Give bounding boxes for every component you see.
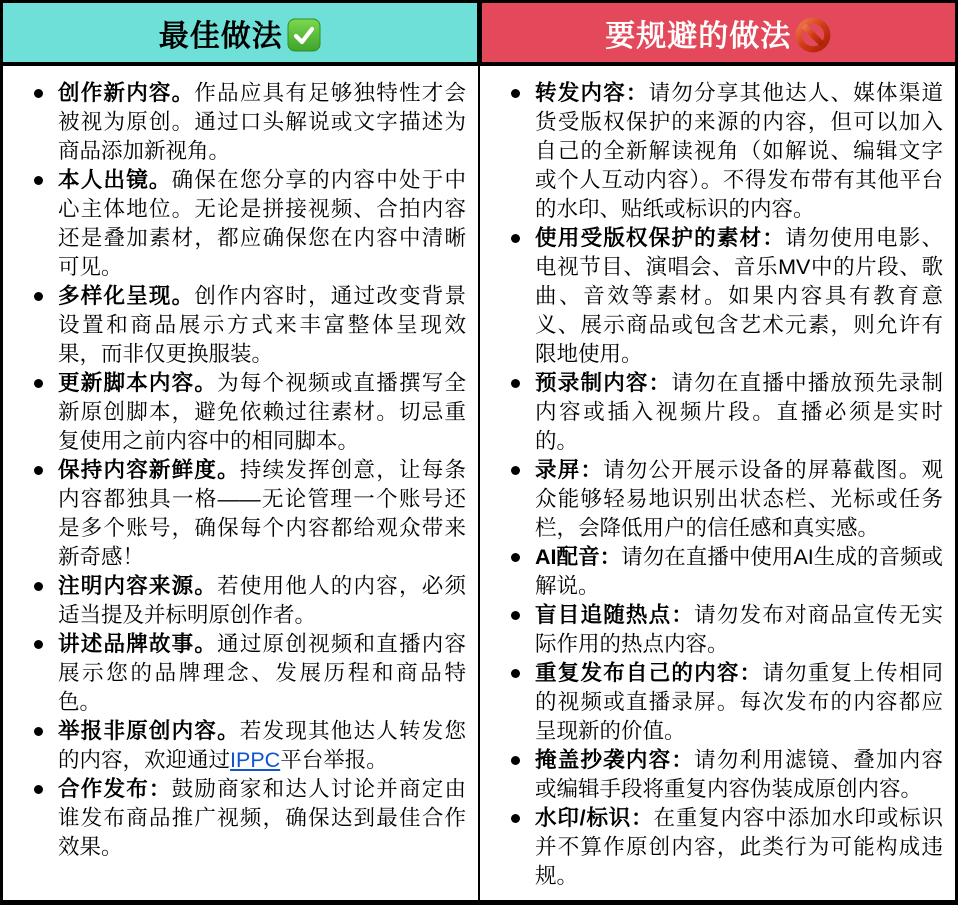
best-practices-title: 最佳做法 xyxy=(158,19,283,53)
item-text: 请勿利用滤镜、叠加内容或编辑手段将重复内容伪装成原创内容。 xyxy=(535,748,943,801)
item-text: 请勿公开展示设备的屏幕截图。观众能够轻易地识别出状态栏、光标或任务栏，会降低用户的信任感和真实感。 xyxy=(535,458,943,540)
list-item xyxy=(510,369,943,456)
item-text: 确保在您分享的内容中处于中心主体地位。无论是拼接视频、合拍内容还是叠加素材，都应确保您在内容中清晰可见。 xyxy=(58,168,466,279)
item-text: 为每个视频或直播撰写全新原创脚本，避免依赖过往素材。切忌重复使用之前内容中的相同脚本。 xyxy=(58,371,466,453)
item-lead: 讲述品牌故事。 xyxy=(58,632,218,656)
list-item xyxy=(33,166,466,282)
item-lead: 合作发布： xyxy=(58,777,172,801)
item-lead: 掩盖抄袭内容： xyxy=(535,748,695,772)
item-lead: 创作新内容。 xyxy=(58,81,195,105)
item-lead: 重复发布自己的内容： xyxy=(535,661,763,685)
list-item xyxy=(510,79,943,224)
list-item xyxy=(510,543,943,601)
item-lead: 多样化呈现。 xyxy=(58,284,195,308)
list-item xyxy=(510,601,943,659)
item-lead: 转发内容： xyxy=(535,81,649,105)
list-item xyxy=(33,79,466,166)
table-body-row xyxy=(3,66,955,900)
item-lead: 注明内容来源。 xyxy=(58,574,218,598)
avoid-practices-title: 要规避的做法 xyxy=(605,19,792,53)
item-text: 请勿在直播中使用AI生成的音频或解说。 xyxy=(535,545,943,598)
list-item xyxy=(510,224,943,369)
item-lead: AI配音： xyxy=(535,545,622,569)
item-lead: 更新脚本内容。 xyxy=(58,371,218,395)
list-item xyxy=(33,630,466,717)
item-lead: 举报非原创内容。 xyxy=(58,719,240,743)
avoid-practices-list xyxy=(510,79,943,891)
item-text: 请勿在直播中播放预先录制内容或插入视频片段。直播必须是实时的。 xyxy=(535,371,943,453)
item-lead: 预录制内容： xyxy=(535,371,672,395)
item-text: 持续发挥创意，让每条内容都独具一格——无论管理一个账号还是多个账号，确保每个内容都给观众带来新奇感！ xyxy=(58,458,466,569)
item-text: 若发现其他达人转发您的内容，欢迎通过 xyxy=(58,719,466,772)
avoid-practices-cell xyxy=(478,66,955,900)
check-mark-icon xyxy=(287,18,321,52)
item-text: 请勿使用电影、电视节目、演唱会、音乐MV中的片段、歌曲、音效等素材。如果内容具有教育意义、展示商品或包含艺术元素，则允许有限地使用。 xyxy=(535,226,943,366)
item-text: 若使用他人的内容，必须适当提及并标明原创作者。 xyxy=(58,574,466,627)
best-practices-list xyxy=(33,79,466,862)
list-item xyxy=(33,775,466,862)
best-practices-cell xyxy=(3,66,478,900)
item-lead: 水印/标识： xyxy=(535,806,654,830)
list-item xyxy=(33,717,466,775)
best-practices-header xyxy=(3,3,477,62)
item-text: 鼓励商家和达人讨论并商定由谁发布商品推广视频，确保达到最佳合作效果。 xyxy=(58,777,466,859)
item-lead: 本人出镜。 xyxy=(58,168,172,192)
list-item xyxy=(510,659,943,746)
list-item xyxy=(510,746,943,804)
list-item xyxy=(33,572,466,630)
item-text: 请勿发布对商品宣传无实际作用的热点内容。 xyxy=(535,603,943,656)
ippc-link[interactable]: IPPC xyxy=(230,748,281,772)
list-item xyxy=(510,804,943,891)
list-item xyxy=(33,369,466,456)
item-text: 平台举报。 xyxy=(280,748,388,772)
prohibited-icon xyxy=(795,17,831,53)
item-text: 在重复内容中添加水印或标识并不算作原创内容，此类行为可能构成违规。 xyxy=(535,806,943,888)
item-lead: 使用受版权保护的素材： xyxy=(535,226,786,250)
item-text: 请勿重复上传相同的视频或直播录屏。每次发布的内容都应呈现新的价值。 xyxy=(535,661,943,743)
avoid-practices-header xyxy=(477,3,956,62)
table-header-row xyxy=(3,3,955,66)
item-text: 请勿分享其他达人、媒体渠道货受版权保护的来源的内容，但可以加入自己的全新解读视角（如解说、编辑文字或个人互动内容）。不得发布带有其他平台的水印、贴纸或标识的内容。 xyxy=(535,81,943,221)
item-text: 创作内容时，通过改变背景设置和商品展示方式来丰富整体呈现效果，而非仅更换服装。 xyxy=(58,284,466,366)
list-item xyxy=(33,282,466,369)
list-item xyxy=(510,456,943,543)
item-text: 通过原创视频和直播内容展示您的品牌理念、发展历程和商品特色。 xyxy=(58,632,466,714)
item-text: 作品应具有足够独特性才会被视为原创。通过口头解说或文字描述为商品添加新视角。 xyxy=(58,81,466,163)
item-lead: 盲目追随热点： xyxy=(535,603,695,627)
item-lead: 录屏： xyxy=(535,458,604,482)
item-lead: 保持内容新鲜度。 xyxy=(58,458,240,482)
list-item xyxy=(33,456,466,572)
